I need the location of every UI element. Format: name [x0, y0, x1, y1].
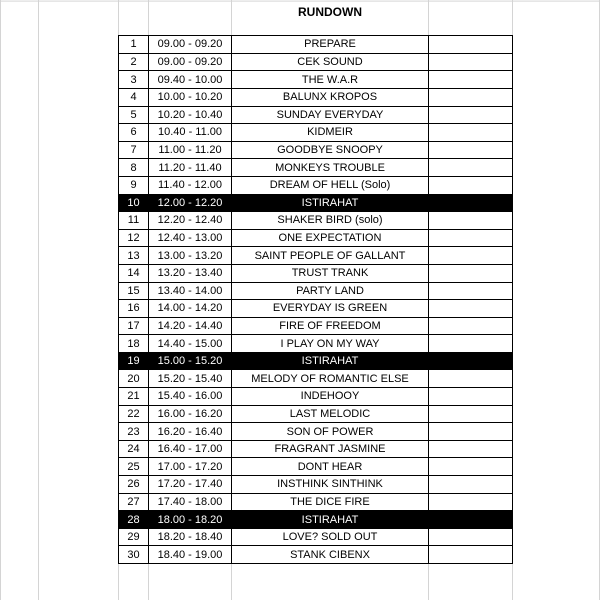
act-name-cell[interactable]: ONE EXPECTATION [232, 229, 429, 247]
table-row [119, 36, 513, 54]
time-cell[interactable]: 10.00 - 10.20 [149, 88, 232, 106]
table-row [119, 264, 513, 282]
act-name-cell[interactable]: DREAM OF HELL (Solo) [232, 176, 429, 194]
time-cell[interactable]: 10.20 - 10.40 [149, 106, 232, 124]
act-name-cell[interactable]: ISTIRAHAT [232, 511, 429, 529]
table-row [119, 370, 513, 388]
act-name-cell[interactable]: DONT HEAR [232, 458, 429, 476]
empty-cell[interactable] [429, 335, 513, 353]
row-number-cell[interactable]: 16 [119, 300, 149, 318]
rundown-table [118, 35, 513, 564]
act-name-cell[interactable]: INSTHINK SINTHINK [232, 476, 429, 494]
row-number-cell[interactable]: 3 [119, 71, 149, 89]
table-row [119, 229, 513, 247]
empty-cell[interactable] [429, 352, 513, 370]
empty-cell[interactable] [429, 159, 513, 177]
time-cell[interactable]: 16.00 - 16.20 [149, 405, 232, 423]
row-number-cell[interactable]: 13 [119, 247, 149, 265]
row-number-cell[interactable]: 21 [119, 388, 149, 406]
act-name-cell[interactable]: BALUNX KROPOS [232, 88, 429, 106]
empty-cell[interactable] [429, 528, 513, 546]
act-name-cell[interactable]: INDEHOOY [232, 388, 429, 406]
act-name-cell[interactable]: THE W.A.R [232, 71, 429, 89]
time-cell[interactable]: 11.40 - 12.00 [149, 176, 232, 194]
act-name-cell[interactable]: TRUST TRANK [232, 264, 429, 282]
time-cell[interactable]: 14.20 - 14.40 [149, 317, 232, 335]
act-name-cell[interactable]: MELODY OF ROMANTIC ELSE [232, 370, 429, 388]
break-row [119, 352, 513, 370]
row-number-cell[interactable]: 2 [119, 53, 149, 71]
table-row [119, 546, 513, 564]
time-cell[interactable]: 11.00 - 11.20 [149, 141, 232, 159]
time-cell[interactable]: 15.00 - 15.20 [149, 352, 232, 370]
time-cell[interactable]: 17.40 - 18.00 [149, 493, 232, 511]
row-number-cell[interactable]: 9 [119, 176, 149, 194]
row-number-cell[interactable]: 8 [119, 159, 149, 177]
table-row [119, 458, 513, 476]
act-name-cell[interactable]: MONKEYS TROUBLE [232, 159, 429, 177]
time-cell[interactable]: 13.20 - 13.40 [149, 264, 232, 282]
row-number-cell[interactable]: 24 [119, 440, 149, 458]
table-row [119, 247, 513, 265]
row-number-cell[interactable]: 25 [119, 458, 149, 476]
empty-cell[interactable] [429, 106, 513, 124]
time-cell[interactable]: 17.00 - 17.20 [149, 458, 232, 476]
table-row [119, 176, 513, 194]
row-number-cell[interactable]: 14 [119, 264, 149, 282]
time-cell[interactable]: 17.20 - 17.40 [149, 476, 232, 494]
table-row [119, 212, 513, 230]
table-row [119, 159, 513, 177]
empty-cell[interactable] [429, 53, 513, 71]
time-cell[interactable]: 14.00 - 14.20 [149, 300, 232, 318]
empty-cell[interactable] [429, 88, 513, 106]
act-name-cell[interactable]: STANK CIBENX [232, 546, 429, 564]
table-row [119, 405, 513, 423]
table-row [119, 124, 513, 142]
empty-cell[interactable] [429, 405, 513, 423]
act-name-cell[interactable]: CEK SOUND [232, 53, 429, 71]
empty-cell[interactable] [429, 176, 513, 194]
empty-cell[interactable] [429, 458, 513, 476]
break-row [119, 511, 513, 529]
time-cell[interactable]: 18.00 - 18.20 [149, 511, 232, 529]
row-number-cell[interactable]: 23 [119, 423, 149, 441]
empty-cell[interactable] [429, 194, 513, 212]
empty-cell[interactable] [429, 71, 513, 89]
empty-cell[interactable] [429, 440, 513, 458]
row-number-cell[interactable]: 6 [119, 124, 149, 142]
act-name-cell[interactable]: EVERYDAY IS GREEN [232, 300, 429, 318]
act-name-cell[interactable]: ISTIRAHAT [232, 194, 429, 212]
time-cell[interactable]: 09.40 - 10.00 [149, 71, 232, 89]
table-row [119, 440, 513, 458]
act-name-cell[interactable]: THE DICE FIRE [232, 493, 429, 511]
empty-cell[interactable] [429, 493, 513, 511]
empty-cell[interactable] [429, 546, 513, 564]
table-row [119, 300, 513, 318]
act-name-cell[interactable]: I PLAY ON MY WAY [232, 335, 429, 353]
break-row [119, 194, 513, 212]
time-cell[interactable]: 09.00 - 09.20 [149, 36, 232, 54]
row-number-cell[interactable]: 18 [119, 335, 149, 353]
sheet-title[interactable]: RUNDOWN [232, 4, 428, 21]
empty-cell[interactable] [429, 317, 513, 335]
time-cell[interactable]: 13.00 - 13.20 [149, 247, 232, 265]
empty-cell[interactable] [429, 124, 513, 142]
time-cell[interactable]: 16.40 - 17.00 [149, 440, 232, 458]
table-row [119, 493, 513, 511]
empty-cell[interactable] [429, 476, 513, 494]
table-row [119, 71, 513, 89]
empty-cell[interactable] [429, 141, 513, 159]
row-number-cell[interactable]: 30 [119, 546, 149, 564]
table-row [119, 88, 513, 106]
empty-cell[interactable] [429, 370, 513, 388]
rundown-table-body [119, 36, 513, 564]
row-number-cell[interactable]: 27 [119, 493, 149, 511]
time-cell[interactable]: 09.00 - 09.20 [149, 53, 232, 71]
table-row [119, 335, 513, 353]
table-row [119, 53, 513, 71]
row-number-cell[interactable]: 12 [119, 229, 149, 247]
time-cell[interactable]: 12.40 - 13.00 [149, 229, 232, 247]
row-number-cell[interactable]: 26 [119, 476, 149, 494]
table-row [119, 423, 513, 441]
table-row [119, 282, 513, 300]
empty-cell[interactable] [429, 388, 513, 406]
table-row [119, 141, 513, 159]
act-name-cell[interactable]: SUNDAY EVERYDAY [232, 106, 429, 124]
row-number-cell[interactable]: 22 [119, 405, 149, 423]
act-name-cell[interactable]: GOODBYE SNOOPY [232, 141, 429, 159]
table-row [119, 476, 513, 494]
act-name-cell[interactable]: PREPARE [232, 36, 429, 54]
row-number-cell[interactable]: 10 [119, 194, 149, 212]
time-cell[interactable]: 15.20 - 15.40 [149, 370, 232, 388]
row-number-cell[interactable]: 17 [119, 317, 149, 335]
row-number-cell[interactable]: 7 [119, 141, 149, 159]
act-name-cell[interactable]: KIDMEIR [232, 124, 429, 142]
empty-cell[interactable] [429, 423, 513, 441]
empty-cell[interactable] [429, 300, 513, 318]
row-number-cell[interactable]: 15 [119, 282, 149, 300]
time-cell[interactable]: 18.20 - 18.40 [149, 528, 232, 546]
act-name-cell[interactable]: FIRE OF FREEDOM [232, 317, 429, 335]
empty-cell[interactable] [429, 212, 513, 230]
empty-cell[interactable] [429, 511, 513, 529]
row-number-cell[interactable]: 28 [119, 511, 149, 529]
time-cell[interactable]: 13.40 - 14.00 [149, 282, 232, 300]
time-cell[interactable]: 12.00 - 12.20 [149, 194, 232, 212]
table-row [119, 528, 513, 546]
act-name-cell[interactable]: FRAGRANT JASMINE [232, 440, 429, 458]
table-row [119, 388, 513, 406]
time-cell[interactable]: 18.40 - 19.00 [149, 546, 232, 564]
empty-cell[interactable] [429, 229, 513, 247]
time-cell[interactable]: 11.20 - 11.40 [149, 159, 232, 177]
act-name-cell[interactable]: SHAKER BIRD (solo) [232, 212, 429, 230]
row-number-cell[interactable]: 4 [119, 88, 149, 106]
act-name-cell[interactable]: SON OF POWER [232, 423, 429, 441]
act-name-cell[interactable]: SAINT PEOPLE OF GALLANT [232, 247, 429, 265]
time-cell[interactable]: 15.40 - 16.00 [149, 388, 232, 406]
empty-cell[interactable] [429, 36, 513, 54]
table-row [119, 317, 513, 335]
time-cell[interactable]: 10.40 - 11.00 [149, 124, 232, 142]
empty-cell[interactable] [429, 264, 513, 282]
empty-cell[interactable] [429, 247, 513, 265]
act-name-cell[interactable]: LAST MELODIC [232, 405, 429, 423]
row-number-cell[interactable]: 11 [119, 212, 149, 230]
empty-cell[interactable] [429, 282, 513, 300]
time-cell[interactable]: 12.20 - 12.40 [149, 212, 232, 230]
row-number-cell[interactable]: 1 [119, 36, 149, 54]
act-name-cell[interactable]: PARTY LAND [232, 282, 429, 300]
table-row [119, 106, 513, 124]
act-name-cell[interactable]: ISTIRAHAT [232, 352, 429, 370]
row-number-cell[interactable]: 19 [119, 352, 149, 370]
row-number-cell[interactable]: 5 [119, 106, 149, 124]
act-name-cell[interactable]: LOVE? SOLD OUT [232, 528, 429, 546]
row-number-cell[interactable]: 29 [119, 528, 149, 546]
time-cell[interactable]: 14.40 - 15.00 [149, 335, 232, 353]
row-number-cell[interactable]: 20 [119, 370, 149, 388]
time-cell[interactable]: 16.20 - 16.40 [149, 423, 232, 441]
